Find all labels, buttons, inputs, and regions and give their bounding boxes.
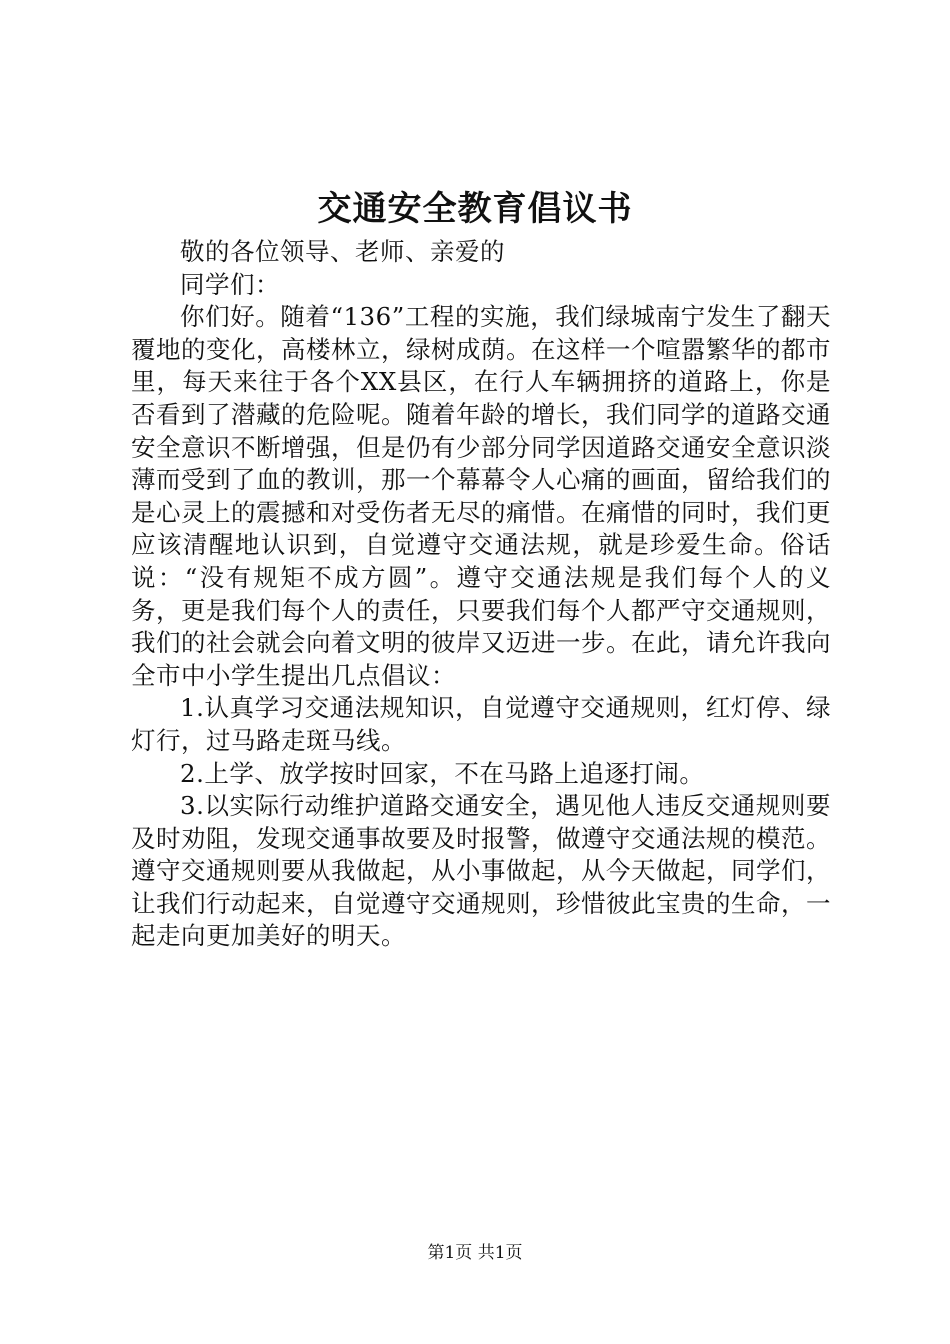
document-title: 交通安全教育倡议书: [317, 189, 633, 229]
page-footer: 第1页 共1页: [427, 1243, 523, 1263]
proposal-item-3: 3.以实际行动维护道路交通安全，遇见他人违反交通规则要及时劝阻，发现交通事故要及时报警，做遵守交通法规的模范。遵守交通规则要从我做起，从小事做起，从今天做起，同学们，让我们行动起来，自觉遵守交通规则，珍惜彼此宝贵的生命，一起走向更加美好的明天。: [131, 791, 831, 951]
proposal-item-1: 1.认真学习交通法规知识，自觉遵守交通规则，红灯停、绿灯行，过马路走斑马线。: [131, 693, 831, 755]
salutation-line-2: 同学们：: [180, 269, 280, 299]
proposal-item-2: 2.上学、放学按时回家，不在马路上追逐打闹。: [180, 758, 705, 788]
paragraph-greeting: 你们好。随着“136”工程的实施，我们绿城南宁发生了翻天覆地的变化，高楼林立，绿树成荫。在这样一个喧嚣繁华的都市里，每天来往于各个XX县区，在行人车辆拥挤的道路上，你是否看到了潜藏的危险呢。随着年龄的增长，我们同学的道路交通安全意识不断增强，但是仍有少部分同学因道路交通安全意识淡薄而受到了血的教训，那一个幕幕令人心痛的画面，留给我们的是心灵上的震撼和对受伤者无尽的痛惜。在痛惜的同时，我们更应该清醒地认识到，自觉遵守交通法规，就是珍爱生命。俗话说：“没有规矩不成方圆”。遵守交通法规是我们每个人的义务，更是我们每个人的责任，只要我们每个人都严守交通规则，我们的社会就会向着文明的彼岸又迈进一步。在此，请允许我向全市中小学生提出几点倡议：: [131, 302, 831, 690]
salutation-line-1: 敬的各位领导、老师、亲爱的: [180, 237, 505, 266]
document-body: [131, 236, 831, 953]
